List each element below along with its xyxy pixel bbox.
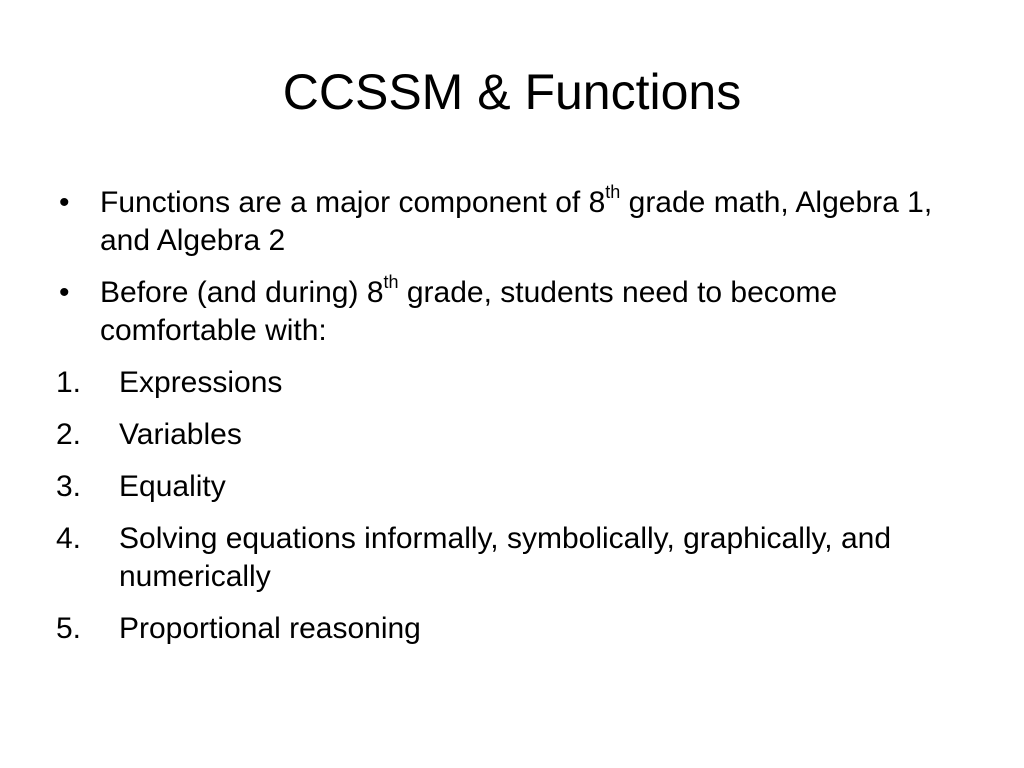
numbered-text: Solving equations informally, symbolically, graphically, and numerically [119, 522, 892, 593]
numbered-item [56, 468, 986, 506]
slide-title: CCSSM & Functions [282, 64, 742, 120]
numbered-text: Expressions [119, 366, 283, 399]
numbered-item [56, 610, 986, 648]
numbered-text: Variables [119, 418, 242, 451]
numbered-item [56, 520, 986, 596]
number-marker: 4. [56, 522, 82, 555]
bullet-item [56, 184, 986, 260]
slide-body [56, 184, 986, 662]
numbered-item [56, 364, 986, 402]
superscript: th [605, 182, 621, 202]
number-marker: 1. [56, 366, 82, 399]
number-marker: 5. [56, 612, 82, 645]
bullet-item [56, 274, 986, 350]
number-marker: 3. [56, 470, 82, 503]
bullet-marker: • [59, 186, 70, 219]
numbered-item [56, 416, 986, 454]
numbered-text: Proportional reasoning [119, 612, 421, 645]
number-marker: 2. [56, 418, 82, 451]
numbered-text: Equality [119, 470, 226, 503]
superscript: th [383, 272, 399, 292]
bullet-text: Functions are a major component of 8th grade math, Algebra 1, and Algebra 2 [100, 182, 933, 257]
bullet-marker: • [59, 276, 70, 309]
bullet-text: Before (and during) 8th grade, students need to become comfortable with: [100, 272, 838, 347]
